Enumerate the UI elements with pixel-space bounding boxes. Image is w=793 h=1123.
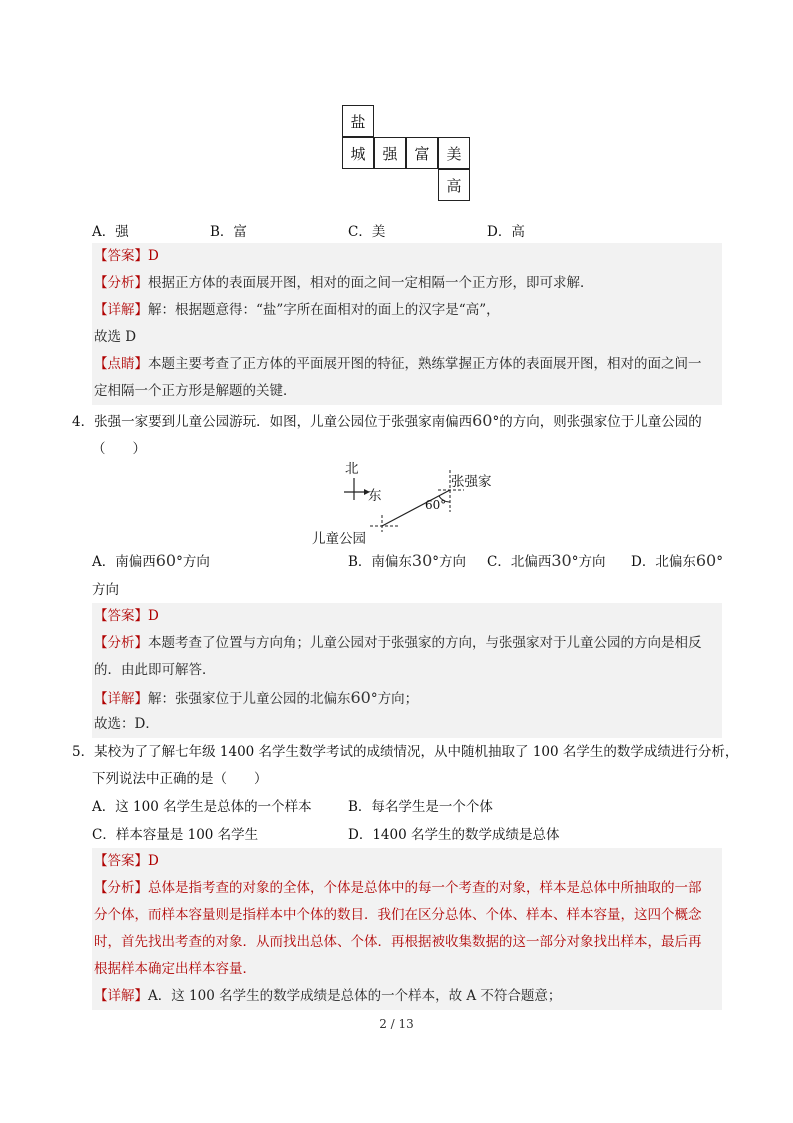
detail-line: 【详解】解：张强家位于儿童公园的北偏东60°方向； xyxy=(94,688,419,707)
q3-solution xyxy=(92,243,722,405)
direction-diagram xyxy=(312,460,510,550)
net-cell: 城 xyxy=(342,137,374,169)
net-cell: 富 xyxy=(406,137,438,169)
east-label: 东 xyxy=(368,488,382,504)
choose-line: 故选 D xyxy=(94,329,137,345)
q5-option-b: B．每名学生是一个个体 xyxy=(348,799,493,815)
choose-line: 故选：D． xyxy=(94,716,159,732)
q5-solution xyxy=(92,848,722,1010)
analysis-line-2: 分个体，而样本容量则是指样本中个体的数目．我们在区分总体、个体、样本、样本容量，这四个概念 xyxy=(94,907,702,923)
page-number: 2 / 13 xyxy=(379,1017,414,1031)
q3-option-c: C．美 xyxy=(348,224,386,240)
q4-option-b: B．南偏东30°方向 xyxy=(348,551,467,570)
q4-option-wrap: 方向 xyxy=(92,582,119,598)
q4-option-d: D．北偏东60° xyxy=(631,551,723,570)
net-cell: 强 xyxy=(374,137,406,169)
q5-stem: 5．某校为了了解七年级 1400 名学生数学考试的成绩情况，从中随机抽取了 100 名学生的数学成绩进行分析， xyxy=(72,744,739,760)
q4-option-c: C．北偏西30°方向 xyxy=(487,551,606,570)
analysis-line-3: 时，首先找出考查的对象．从而找出总体、个体．再根据被收集数据的这一部分对象找出样本，最后再 xyxy=(94,934,702,950)
net-cell: 美 xyxy=(438,137,470,169)
q4-stem: 4．张强一家要到儿童公园游玩．如图，儿童公园位于张强家南偏西60°的方向，则张强家位于儿童公园的 xyxy=(72,411,702,430)
q5-option-d: D．1400 名学生的数学成绩是总体 xyxy=(348,827,560,843)
q4-paren: （ ） xyxy=(92,441,146,457)
q3-option-d: D．高 xyxy=(487,224,525,240)
analysis-line-2: 的．由此即可解答． xyxy=(94,662,216,678)
answer-line: 【答案】D xyxy=(94,853,159,869)
comment-line: 【点睛】本题主要考查了正方体的平面展开图的特征，熟练掌握正方体的表面展开图，相对的面之间一 xyxy=(94,356,702,372)
cube-net xyxy=(340,105,476,205)
q5-option-c: C．样本容量是 100 名学生 xyxy=(92,827,259,843)
analysis-line-4: 根据样本确定出样本容量． xyxy=(94,961,256,977)
comment-line-2: 定相隔一个正方形是解题的关键． xyxy=(94,383,297,399)
park-label: 儿童公园 xyxy=(312,531,366,547)
answer-line: 【答案】D xyxy=(94,608,159,624)
q3-option-a: A．强 xyxy=(92,224,129,240)
net-cell: 盐 xyxy=(342,105,374,137)
analysis-line: 【分析】根据正方体的表面展开图，相对的面之间一定相隔一个正方形，即可求解． xyxy=(94,275,594,291)
analysis-line: 【分析】总体是指考查的对象的全体，个体是总体中的每一个考查的对象，样本是总体中所抽取的一部 xyxy=(94,880,702,896)
q5-option-a: A．这 100 名学生是总体的一个样本 xyxy=(92,799,312,815)
angle-label: 60° xyxy=(425,498,447,512)
q3-option-b: B．富 xyxy=(210,224,247,240)
home-label: 张强家 xyxy=(451,474,492,490)
q5-stem-2: 下列说法中正确的是（ ） xyxy=(92,771,268,787)
q4-option-a: A．南偏西60°方向 xyxy=(92,551,210,570)
detail-line: 【详解】解：根据题意得：“盐”字所在面相对的面上的汉字是“高”， xyxy=(94,302,500,318)
answer-line: 【答案】D xyxy=(94,248,159,264)
analysis-line: 【分析】本题考查了位置与方向角；儿童公园对于张强家的方向，与张强家对于儿童公园的方向是相反 xyxy=(94,635,702,651)
net-cell: 高 xyxy=(438,169,470,201)
q4-solution xyxy=(92,603,722,738)
detail-line: 【详解】A．这 100 名学生的数学成绩是总体的一个样本，故 A 不符合题意； xyxy=(94,988,562,1004)
north-label: 北 xyxy=(345,461,359,477)
